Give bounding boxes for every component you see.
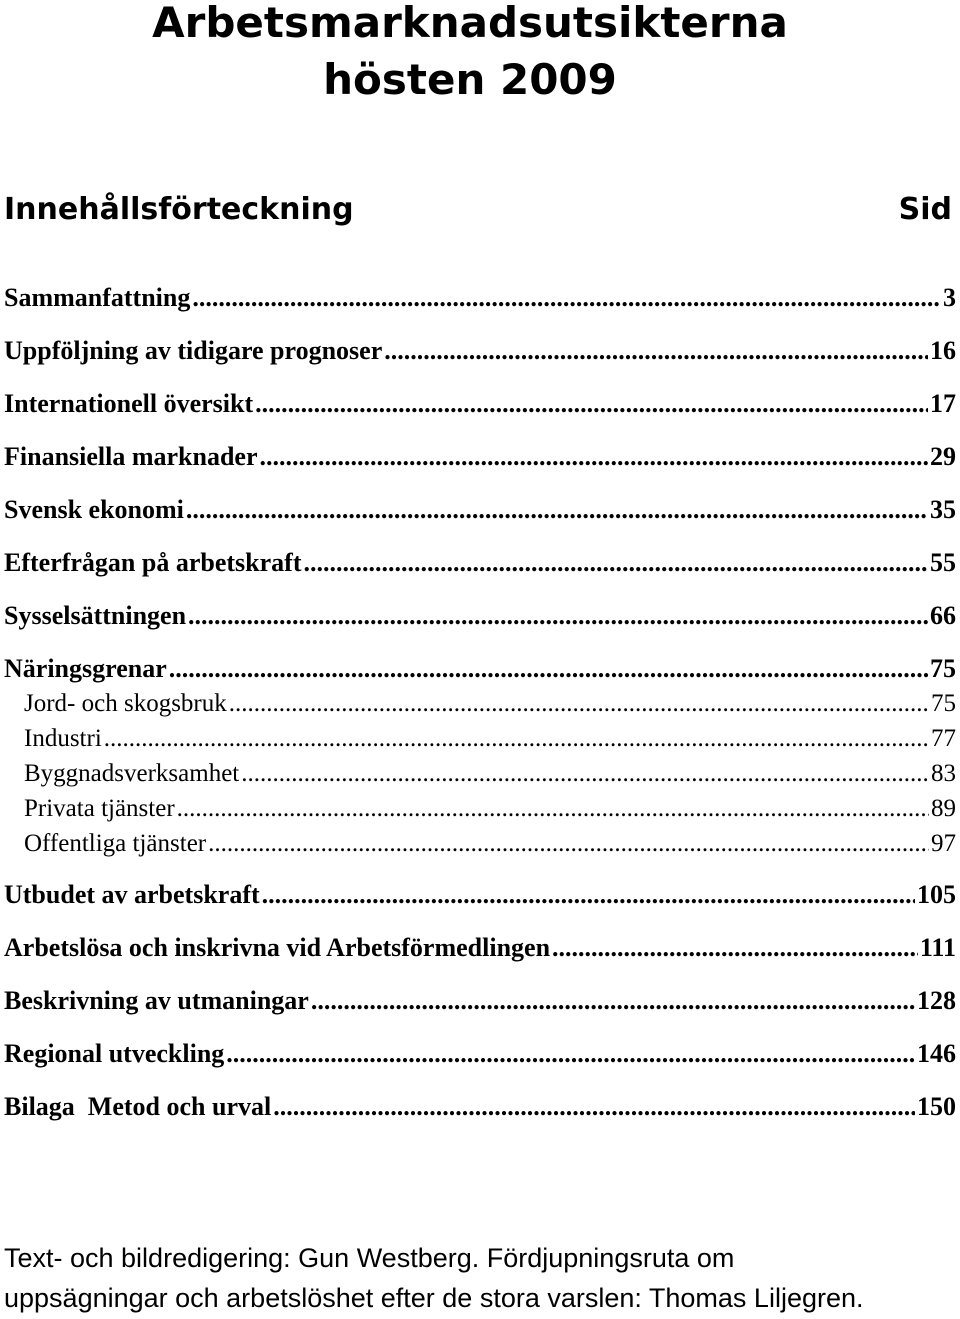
- credits-line-1: Text- och bildredigering: Gun Westberg. Fördjupningsruta om: [4, 1243, 735, 1273]
- toc-entry[interactable]: [4, 880, 956, 920]
- toc-entry[interactable]: [4, 601, 956, 641]
- toc-leader-dots: [304, 548, 929, 578]
- toc-entry-label: Finansiella marknader: [4, 442, 258, 471]
- toc-entry[interactable]: [4, 986, 956, 1026]
- toc-leader-dots: [552, 933, 918, 963]
- toc-leader-dots: [226, 1039, 915, 1069]
- toc-leader-dots: [273, 1092, 915, 1122]
- toc-entry-label: Arbetslösa och inskrivna vid Arbetsförmedlingen: [4, 933, 551, 962]
- toc-heading: Innehållsförteckning: [4, 192, 354, 227]
- toc-entry-page: 16: [930, 336, 956, 365]
- toc-entry[interactable]: [4, 495, 956, 535]
- toc-entry-label: Offentliga tjänster: [24, 830, 207, 857]
- toc-entry-page: 111: [919, 933, 956, 962]
- toc-entry-label: Uppföljning av tidigare prognoser: [4, 336, 383, 365]
- toc-entry-label: Näringsgrenar: [4, 654, 167, 683]
- toc-entry[interactable]: [4, 548, 956, 588]
- toc-subentry[interactable]: [24, 725, 956, 761]
- toc-entry-page: 128: [917, 986, 956, 1015]
- toc-entry-label: Internationell översikt: [4, 389, 254, 418]
- toc-subentry[interactable]: [24, 795, 956, 831]
- toc-entry-page: 77: [931, 725, 956, 752]
- toc-entry[interactable]: [4, 933, 956, 973]
- toc-entry-page: 97: [931, 830, 956, 857]
- toc-entry-page: 3: [943, 283, 956, 312]
- toc-entry-label: Bilaga Metod och urval: [4, 1092, 272, 1121]
- toc-leader-dots: [186, 495, 928, 525]
- toc-leader-dots: [104, 725, 929, 753]
- toc-entry-label: Beskrivning av utmaningar: [4, 986, 309, 1015]
- toc-leader-dots: [255, 389, 928, 419]
- toc-entry[interactable]: [4, 654, 956, 694]
- toc-leader-dots: [262, 880, 915, 910]
- toc-entry-label: Sysselsättningen: [4, 601, 187, 630]
- toc-entry-page: 17: [930, 389, 956, 418]
- credits: [4, 1238, 954, 1318]
- document-title-line-2: hösten 2009: [323, 55, 617, 104]
- toc-entry[interactable]: [4, 1039, 956, 1079]
- toc-entry-label: Utbudet av arbetskraft: [4, 880, 260, 909]
- toc-entry-label: Byggnadsverksamhet: [24, 760, 240, 787]
- toc-entry[interactable]: [4, 389, 956, 429]
- toc-leader-dots: [188, 601, 928, 631]
- toc-entry-label: Svensk ekonomi: [4, 495, 184, 524]
- toc-entry-label: Privata tjänster: [24, 795, 175, 822]
- toc-leader-dots: [177, 795, 929, 823]
- toc-page-column-label: Sid: [898, 192, 952, 227]
- toc-entry[interactable]: [4, 283, 956, 323]
- toc-entry-label: Regional utveckling: [4, 1039, 225, 1068]
- toc-entry-label: Sammanfattning: [4, 283, 191, 312]
- toc-leader-dots: [208, 830, 929, 858]
- toc-entry-page: 83: [931, 760, 956, 787]
- toc-leader-dots: [192, 283, 941, 313]
- document-title-line-1: Arbetsmarknadsutsikterna: [152, 0, 788, 47]
- toc-entry-page: 55: [930, 548, 956, 577]
- toc-entry-page: 150: [917, 1092, 956, 1121]
- toc-entry-page: 89: [931, 795, 956, 822]
- toc-entry-label: Jord- och skogsbruk: [24, 690, 227, 717]
- toc-entry-label: Industri: [24, 725, 102, 752]
- toc-subentry[interactable]: [24, 690, 956, 726]
- toc-entry-page: 75: [931, 690, 956, 717]
- toc-entry-page: 66: [930, 601, 956, 630]
- toc-entry-page: 29: [930, 442, 956, 471]
- toc-leader-dots: [229, 690, 929, 718]
- toc-entry-label: Efterfrågan på arbetskraft: [4, 548, 302, 577]
- toc-entry[interactable]: [4, 1092, 956, 1132]
- toc-entry-page: 146: [917, 1039, 956, 1068]
- toc-leader-dots: [384, 336, 928, 366]
- toc-subentry[interactable]: [24, 830, 956, 866]
- toc-entry-page: 75: [930, 654, 956, 683]
- credits-line-2: uppsägningar och arbetslöshet efter de stora varslen: Thomas Liljegren.: [4, 1283, 864, 1313]
- toc-leader-dots: [311, 986, 915, 1016]
- toc-header: [4, 186, 952, 234]
- toc-leader-dots: [241, 760, 929, 788]
- toc-leader-dots: [260, 442, 928, 472]
- toc-entry-page: 105: [917, 880, 956, 909]
- toc-leader-dots: [169, 654, 928, 684]
- toc-subentry[interactable]: [24, 760, 956, 796]
- toc-entry[interactable]: [4, 336, 956, 376]
- toc-entry-page: 35: [930, 495, 956, 524]
- toc-entry[interactable]: [4, 442, 956, 482]
